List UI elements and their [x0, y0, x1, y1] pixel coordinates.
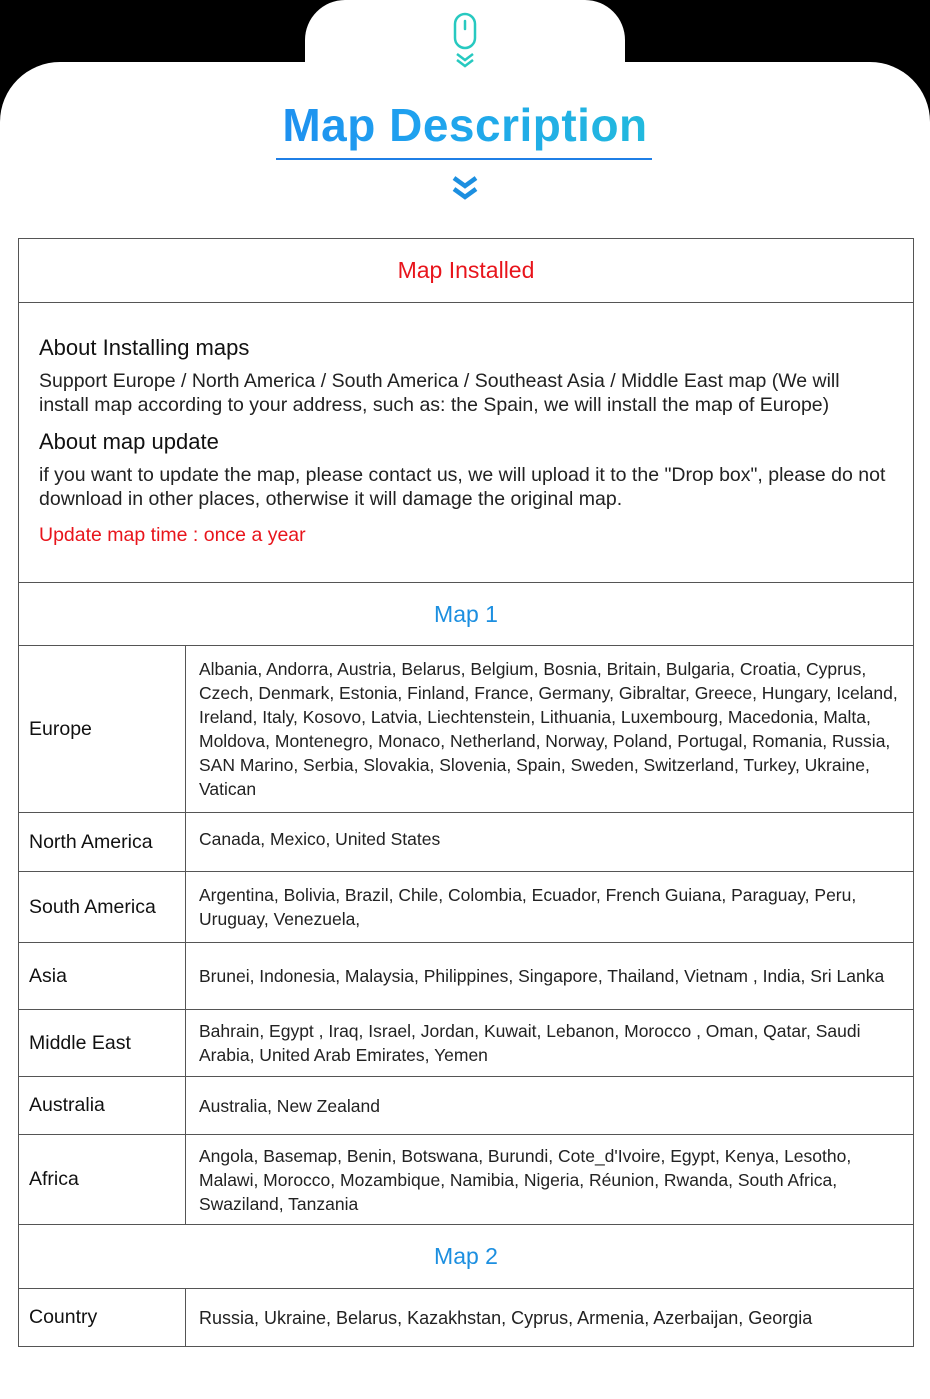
- map1-heading: Map 1: [19, 583, 914, 646]
- about-update-title: About map update: [39, 428, 219, 454]
- double-chevron-down-icon: [450, 174, 480, 202]
- table-row: [19, 1289, 914, 1347]
- country-list: Russia, Ukraine, Belarus, Kazakhstan, Cyprus, Armenia, Azerbaijan, Georgia: [186, 1289, 914, 1347]
- table-row: [19, 1135, 914, 1225]
- update-time-note: Update map time : once a year: [39, 523, 306, 546]
- mouse-scroll-icon: [452, 12, 478, 68]
- region-label: Middle East: [19, 1010, 186, 1077]
- about-installing-text: Support Europe / North America / South America / Southeast Asia / Middle East map (We will install map according to your address, such as: the Spain, we will install the map of Europe): [39, 369, 840, 416]
- table-row: [19, 646, 914, 813]
- country-list: Albania, Andorra, Austria, Belarus, Belgium, Bosnia, Britain, Bulgaria, Croatia, Cyprus, Czech, Denmark, Estonia, Finland, France, Germany, Gibraltar, Greece, Hungary, Iceland, Ireland, Italy, Kosovo, Latvia, Liechtenstein, Lithuania, Luxembourg, Macedonia, Malta, Moldova, Montenegro, Monaco, Netherland, Norway, Poland, Portugal, Romania, Russia, SAN Marino, Serbia, Slovakia, Slovenia, Spain, Sweden, Switzerland, Turkey, Ukraine, Vatican: [186, 646, 914, 813]
- country-list: Bahrain, Egypt , Iraq, Israel, Jordan, Kuwait, Lebanon, Morocco , Oman, Qatar, Saudi Arabia, United Arab Emirates, Yemen: [186, 1010, 914, 1077]
- table-row: [19, 943, 914, 1010]
- title-underline: [276, 158, 652, 160]
- region-label: Africa: [19, 1135, 186, 1225]
- country-list: Argentina, Bolivia, Brazil, Chile, Colombia, Ecuador, French Guiana, Paraguay, Peru, Uruguay, Venezuela,: [186, 872, 914, 943]
- table-row: [19, 872, 914, 943]
- table-row: [19, 813, 914, 872]
- country-list: Brunei, Indonesia, Malaysia, Philippines, Singapore, Thailand, Vietnam , India, Sri Lanka: [186, 943, 914, 1010]
- table-row: [19, 1077, 914, 1135]
- country-list: Angola, Basemap, Benin, Botswana, Burundi, Cote_d'Ivoire, Egypt, Kenya, Lesotho, Malawi, Morocco, Mozambique, Namibia, Nigeria, Réunion, Rwanda, South Africa, Swaziland, Tanzania: [186, 1135, 914, 1225]
- region-label: North America: [19, 813, 186, 872]
- about-installing-title: About Installing maps: [39, 334, 250, 360]
- region-label: Europe: [19, 646, 186, 813]
- region-label: South America: [19, 872, 186, 943]
- region-label: Australia: [19, 1077, 186, 1135]
- map-spec-table: [18, 238, 914, 1347]
- map-installed-heading: Map Installed: [19, 239, 914, 303]
- region-label: Asia: [19, 943, 186, 1010]
- country-list: Canada, Mexico, United States: [186, 813, 914, 872]
- region-label: Country: [19, 1289, 186, 1347]
- page-title: Map Description: [0, 98, 930, 152]
- map2-heading: Map 2: [19, 1225, 914, 1289]
- about-update-text: if you want to update the map, please contact us, we will upload it to the "Drop box", please do not download in other places, otherwise it will damage the original map.: [39, 463, 886, 510]
- table-row: [19, 1010, 914, 1077]
- installed-info-cell: [19, 303, 914, 583]
- country-list: Australia, New Zealand: [186, 1077, 914, 1135]
